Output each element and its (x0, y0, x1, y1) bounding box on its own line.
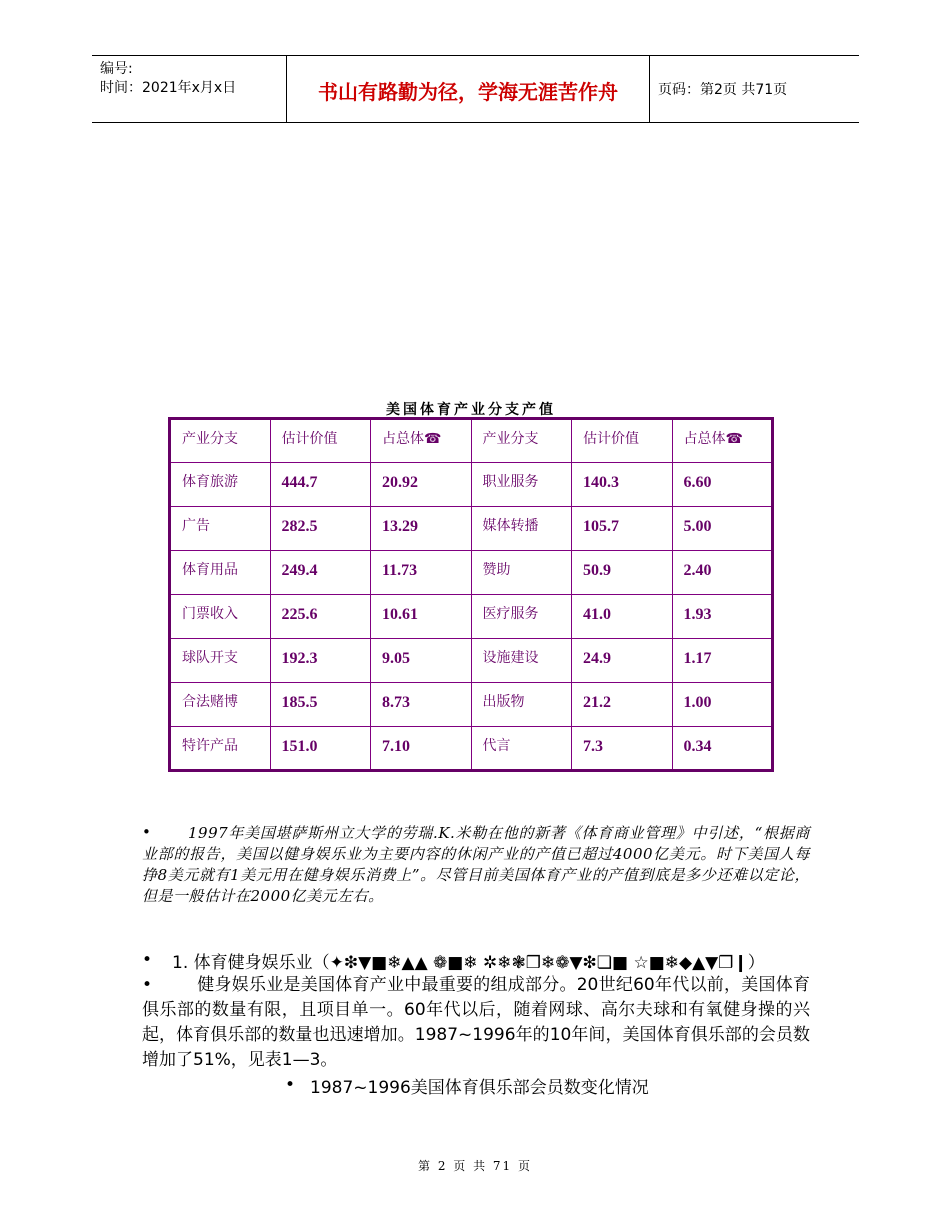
table-cell: 赞助 (471, 551, 572, 595)
table-caption: 1987~1996美国体育俱乐部会员数变化情况 (310, 1078, 649, 1098)
table-title: 美国体育产业分支产值 (386, 402, 556, 418)
header-motto: 书山有路勤为径，学海无涯苦作舟 (318, 80, 618, 104)
table-cell: 9.05 (371, 639, 472, 683)
table-cell: 7.10 (371, 727, 472, 771)
table-cell: 140.3 (572, 463, 673, 507)
industry-value-table (168, 417, 774, 772)
table-cell: 5.00 (672, 507, 773, 551)
table-cell: 105.7 (572, 507, 673, 551)
table-header-cell: 产业分支 (170, 419, 271, 463)
table-cell: 8.73 (371, 683, 472, 727)
table-cell: 10.61 (371, 595, 472, 639)
table-cell: 1.93 (672, 595, 773, 639)
bullet-marker: • (142, 823, 151, 841)
table-cell: 50.9 (572, 551, 673, 595)
table-cell: 21.2 (572, 683, 673, 727)
page-footer: 第 2 页 共 71 页 (418, 1159, 532, 1173)
table-cell: 41.0 (572, 595, 673, 639)
paragraph-text: 健身娱乐业是美国体育产业中最重要的组成部分。20世纪60年代以前，美国体育俱乐部的数量有限，且项目单一。60年代以后，随着网球、高尔夫球和有氧健身操的兴起，体育俱乐部的数量也迅速增加。1987~1996年的10年间，美国体育俱乐部的会员数增加了51%，见表1—3。 (142, 975, 810, 1070)
table-cell: 20.92 (371, 463, 472, 507)
table-cell: 13.29 (371, 507, 472, 551)
table-cell: 1.00 (672, 683, 773, 727)
page-header (92, 55, 859, 123)
table-header-cell: 占总体☎ (672, 419, 773, 463)
table-row (170, 595, 773, 639)
header-number-label: 编号: (100, 61, 133, 77)
table-cell: 225.6 (270, 595, 371, 639)
table-cell: 设施建设 (471, 639, 572, 683)
paragraph-fitness-industry (142, 973, 810, 1073)
table-cell: 249.4 (270, 551, 371, 595)
table-header-cell: 产业分支 (471, 419, 572, 463)
table-cell: 151.0 (270, 727, 371, 771)
table-cell: 6.60 (672, 463, 773, 507)
bullet-marker: • (142, 950, 153, 970)
bullet-marker: • (285, 1075, 296, 1095)
table-row (170, 463, 773, 507)
table-cell: 广告 (170, 507, 271, 551)
table-cell: 7.3 (572, 727, 673, 771)
section-title: 1. 体育健身娱乐业（✦❇▼■❄▲▲ ❁■❄ ✲❄❃❒❄❁▼❇❏■ ☆■❄◆▲▼❒❙） (172, 953, 765, 973)
table-row (170, 507, 773, 551)
table-cell: 合法赌博 (170, 683, 271, 727)
table-cell: 444.7 (270, 463, 371, 507)
table-cell: 职业服务 (471, 463, 572, 507)
table-cell: 特许产品 (170, 727, 271, 771)
table-row (170, 727, 773, 771)
paragraph-industry-estimate (142, 823, 810, 907)
header-time-label: 时间：2021年x月x日 (100, 80, 237, 96)
table-header-cell: 估计价值 (270, 419, 371, 463)
table-row (170, 639, 773, 683)
table-cell: 192.3 (270, 639, 371, 683)
table-row (170, 683, 773, 727)
paragraph-text: 1997年美国堪萨斯州立大学的劳瑞.K.米勒在他的新著《体育商业管理》中引述，“根据商业部的报告，美国以健身娱乐业为主要内容的休闲产业的产值已超过4000亿美元。时下美国人每挣8美元就有1美元用在健身娱乐消费上”。尽管目前美国体育产业的产值到底是多少还难以定论，但是一般估计在2000亿美元左右。 (142, 824, 810, 905)
table-cell: 282.5 (270, 507, 371, 551)
table-cell: 体育用品 (170, 551, 271, 595)
table-cell: 代言 (471, 727, 572, 771)
table-cell: 11.73 (371, 551, 472, 595)
table-cell: 出版物 (471, 683, 572, 727)
table-cell: 24.9 (572, 639, 673, 683)
table-header-row (170, 419, 773, 463)
table-row (170, 551, 773, 595)
table-cell: 医疗服务 (471, 595, 572, 639)
table-cell: 门票收入 (170, 595, 271, 639)
table-cell: 1.17 (672, 639, 773, 683)
table-cell: 媒体转播 (471, 507, 572, 551)
bullet-marker: • (142, 975, 153, 995)
table-header-cell: 占总体☎ (371, 419, 472, 463)
table-cell: 体育旅游 (170, 463, 271, 507)
table-cell: 185.5 (270, 683, 371, 727)
table-cell: 球队开支 (170, 639, 271, 683)
table-header-cell: 估计价值 (572, 419, 673, 463)
header-divider (649, 56, 650, 122)
table-cell: 2.40 (672, 551, 773, 595)
header-meta (100, 60, 236, 98)
table-cell: 0.34 (672, 727, 773, 771)
header-page-info: 页码：第2页 共71页 (658, 82, 788, 98)
